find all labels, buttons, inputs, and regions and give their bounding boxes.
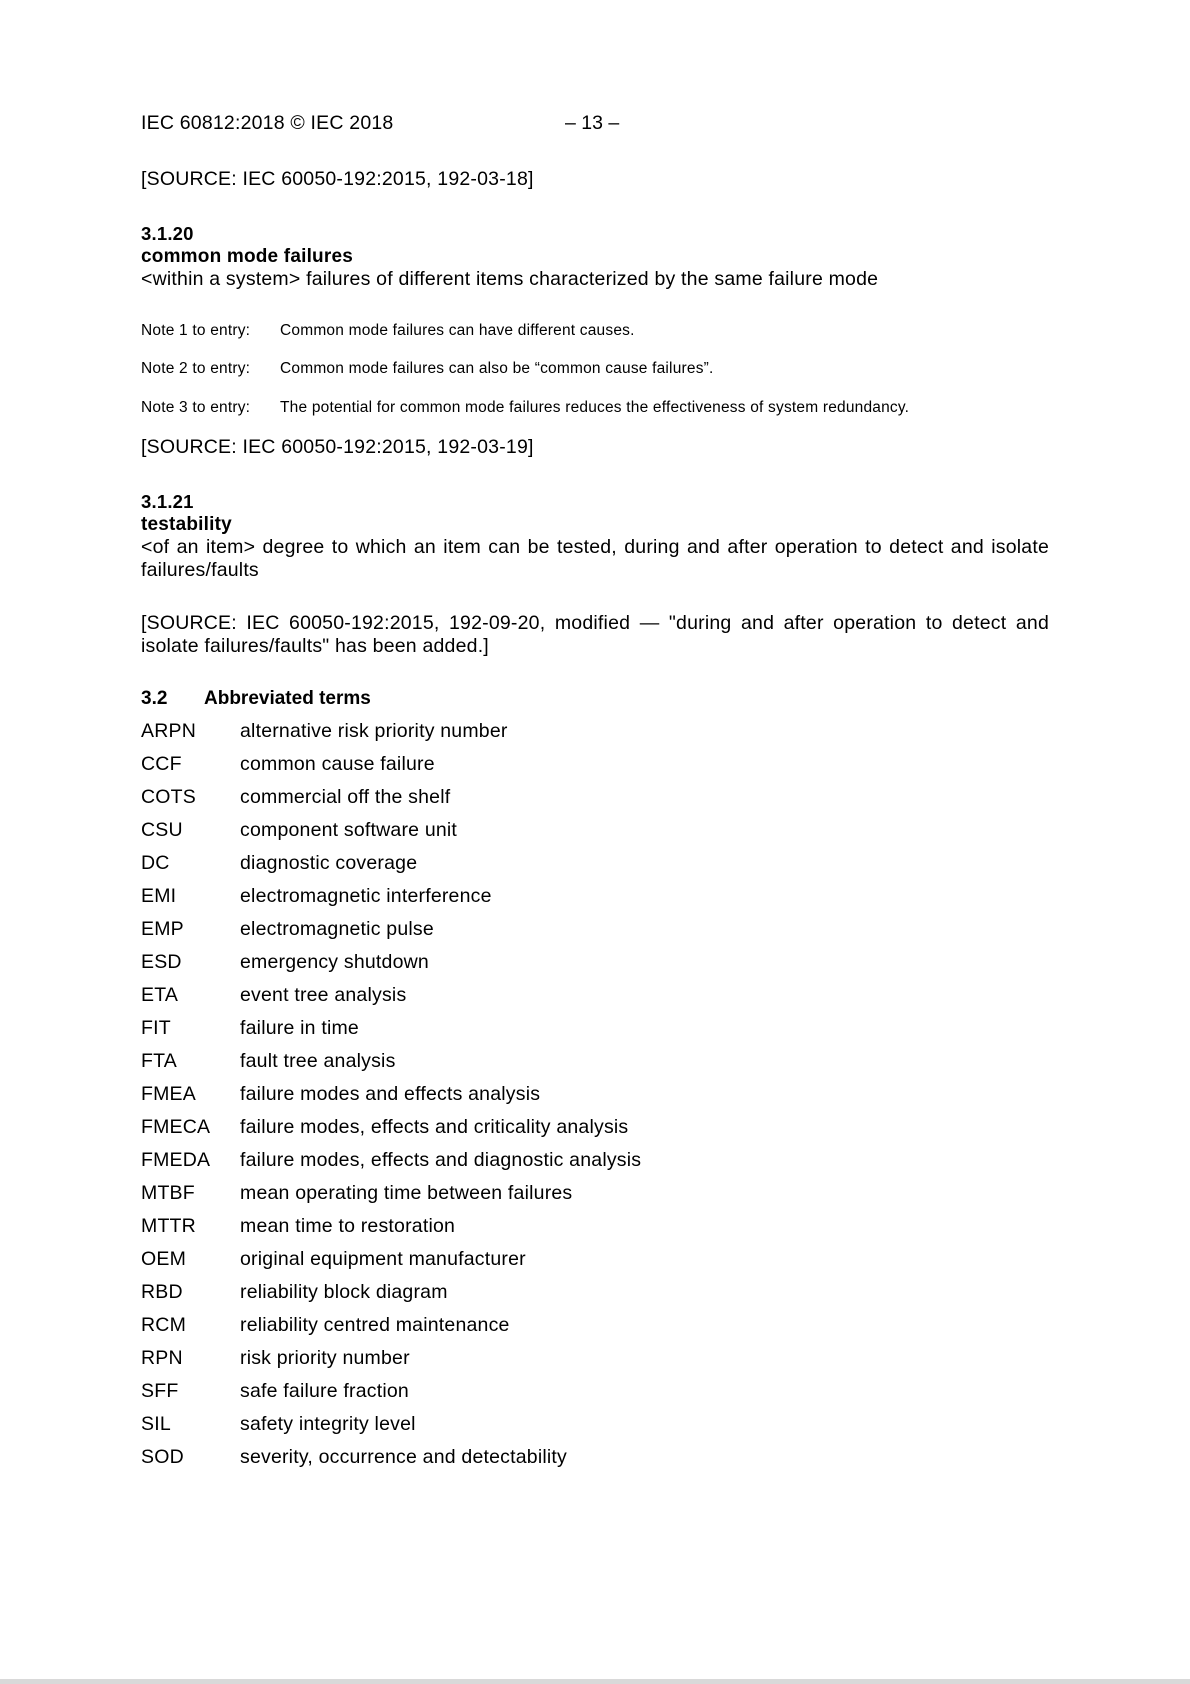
abbreviation-meaning: component software unit bbox=[240, 819, 458, 841]
source-reference: [SOURCE: IEC 60050-192:2015, 192-03-19] bbox=[141, 436, 534, 458]
note-label: Note 2 to entry: bbox=[141, 360, 251, 377]
abbreviation: SOD bbox=[141, 1446, 184, 1468]
abbreviation: FTA bbox=[141, 1050, 177, 1072]
abbreviation-meaning: mean time to restoration bbox=[240, 1215, 456, 1237]
abbreviation: MTTR bbox=[141, 1215, 196, 1237]
note-label: Note 3 to entry: bbox=[141, 399, 251, 416]
list-item bbox=[141, 720, 1041, 753]
section-number: 3.2 bbox=[141, 688, 168, 709]
list-item bbox=[141, 1380, 1041, 1413]
abbreviation: SFF bbox=[141, 1380, 179, 1402]
abbreviation-meaning: severity, occurrence and detectability bbox=[240, 1446, 567, 1468]
list-item bbox=[141, 951, 1041, 984]
abbreviation-meaning: alternative risk priority number bbox=[240, 720, 508, 742]
list-item bbox=[141, 819, 1041, 852]
note-label: Note 1 to entry: bbox=[141, 322, 251, 339]
abbreviation-meaning: emergency shutdown bbox=[240, 951, 429, 973]
page-bottom-edge bbox=[0, 1679, 1190, 1684]
abbreviation-meaning: safe failure fraction bbox=[240, 1380, 409, 1402]
list-item bbox=[141, 786, 1041, 819]
abbreviation: EMP bbox=[141, 918, 184, 940]
list-item bbox=[141, 918, 1041, 951]
abbreviation-meaning: failure modes and effects analysis bbox=[240, 1083, 541, 1105]
source-reference: [SOURCE: IEC 60050-192:2015, 192-03-18] bbox=[141, 168, 534, 190]
abbreviation-meaning: original equipment manufacturer bbox=[240, 1248, 526, 1270]
note-to-entry bbox=[141, 322, 635, 340]
list-item bbox=[141, 1248, 1041, 1281]
abbreviation-meaning: diagnostic coverage bbox=[240, 852, 418, 874]
list-item bbox=[141, 1281, 1041, 1314]
list-item bbox=[141, 753, 1041, 786]
abbreviation: RBD bbox=[141, 1281, 183, 1303]
list-item bbox=[141, 852, 1041, 885]
abbreviation-meaning: failure in time bbox=[240, 1017, 359, 1039]
term-name: common mode failures bbox=[141, 246, 353, 267]
source-reference: [SOURCE: IEC 60050-192:2015, 192-09-20, modified — "during and after operation to detect and isolate failures/faults" has been added.] bbox=[141, 612, 1049, 657]
term-number: 3.1.20 bbox=[141, 223, 194, 244]
abbreviation-meaning: electromagnetic pulse bbox=[240, 918, 434, 940]
term-definition: <within a system> failures of different items characterized by the same failure mode bbox=[141, 268, 879, 290]
list-item bbox=[141, 1083, 1041, 1116]
abbreviation: DC bbox=[141, 852, 170, 874]
list-item bbox=[141, 1413, 1041, 1446]
abbreviation: MTBF bbox=[141, 1182, 195, 1204]
abbreviation-meaning: failure modes, effects and diagnostic analysis bbox=[240, 1149, 642, 1171]
abbreviation: FMECA bbox=[141, 1116, 211, 1138]
page-number: – 13 – bbox=[565, 112, 620, 134]
abbreviation: ESD bbox=[141, 951, 182, 973]
abbreviation-meaning: reliability block diagram bbox=[240, 1281, 448, 1303]
list-item bbox=[141, 1314, 1041, 1347]
term-entry-3-1-20 bbox=[141, 222, 1049, 291]
note-text: The potential for common mode failures reduces the effectiveness of system redundancy. bbox=[280, 399, 910, 416]
term-entry-3-1-21 bbox=[141, 490, 1049, 582]
abbreviation: FMEDA bbox=[141, 1149, 211, 1171]
list-item bbox=[141, 1446, 1041, 1479]
note-to-entry bbox=[141, 399, 909, 417]
abbreviation: FMEA bbox=[141, 1083, 196, 1105]
list-item bbox=[141, 1116, 1041, 1149]
abbreviation-meaning: common cause failure bbox=[240, 753, 435, 775]
abbreviation-list bbox=[141, 720, 1041, 1479]
abbreviation: FIT bbox=[141, 1017, 171, 1039]
abbreviation: CSU bbox=[141, 819, 183, 841]
abbreviation-meaning: failure modes, effects and criticality analysis bbox=[240, 1116, 629, 1138]
note-text: Common mode failures can have different causes. bbox=[280, 322, 635, 339]
document-header: IEC 60812:2018 © IEC 2018 bbox=[141, 112, 394, 134]
abbreviation-meaning: fault tree analysis bbox=[240, 1050, 396, 1072]
note-to-entry bbox=[141, 360, 714, 378]
abbreviation-meaning: safety integrity level bbox=[240, 1413, 416, 1435]
abbreviation-meaning: commercial off the shelf bbox=[240, 786, 451, 808]
abbreviation: SIL bbox=[141, 1413, 171, 1435]
abbreviation-meaning: event tree analysis bbox=[240, 984, 407, 1006]
abbreviation: ARPN bbox=[141, 720, 196, 742]
abbreviation: RPN bbox=[141, 1347, 183, 1369]
list-item bbox=[141, 984, 1041, 1017]
abbreviation: CCF bbox=[141, 753, 182, 775]
note-text: Common mode failures can also be “common cause failures”. bbox=[280, 360, 714, 377]
list-item bbox=[141, 1215, 1041, 1248]
list-item bbox=[141, 1182, 1041, 1215]
term-name: testability bbox=[141, 514, 232, 535]
list-item bbox=[141, 1017, 1041, 1050]
term-number: 3.1.21 bbox=[141, 491, 194, 512]
abbreviation-meaning: risk priority number bbox=[240, 1347, 410, 1369]
abbreviation-meaning: electromagnetic interference bbox=[240, 885, 492, 907]
abbreviation: COTS bbox=[141, 786, 196, 808]
abbreviation: RCM bbox=[141, 1314, 187, 1336]
abbreviation: ETA bbox=[141, 984, 179, 1006]
abbreviation: OEM bbox=[141, 1248, 187, 1270]
list-item bbox=[141, 1050, 1041, 1083]
section-heading bbox=[141, 688, 371, 710]
term-definition: <of an item> degree to which an item can be tested, during and after operation to detect and isolate failures/faults bbox=[141, 536, 1049, 581]
list-item bbox=[141, 1347, 1041, 1380]
abbreviation: EMI bbox=[141, 885, 177, 907]
list-item bbox=[141, 885, 1041, 918]
list-item bbox=[141, 1149, 1041, 1182]
section-title: Abbreviated terms bbox=[204, 688, 371, 709]
abbreviation-meaning: mean operating time between failures bbox=[240, 1182, 573, 1204]
abbreviation-meaning: reliability centred maintenance bbox=[240, 1314, 510, 1336]
